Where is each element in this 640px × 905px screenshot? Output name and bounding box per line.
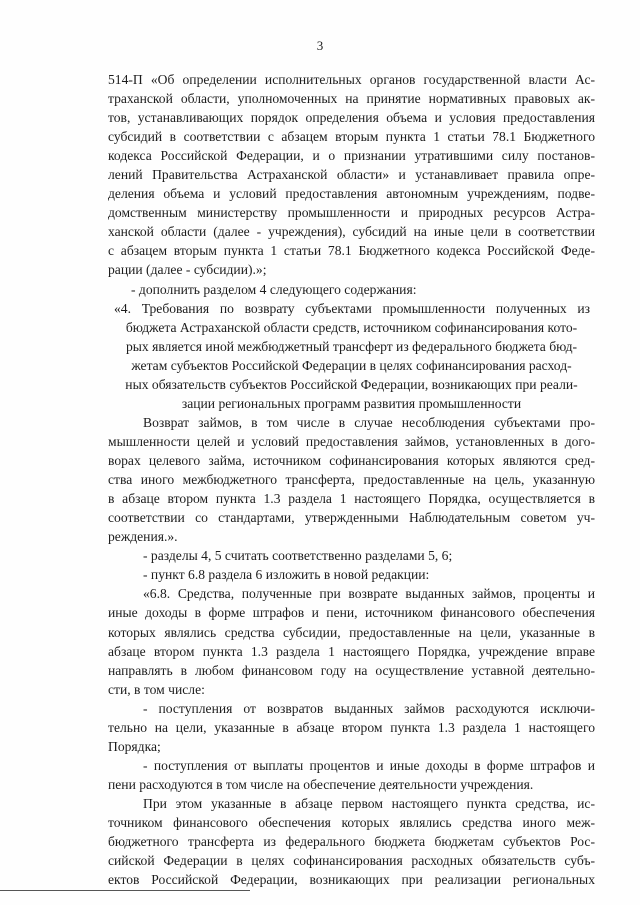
text-line: ных обязательств субъектов Российской Федерации, возникающих при реали- [125,376,578,392]
text-line: иные доходы в форме штрафов и пени, источником финансового обеспечения [108,605,595,621]
page-number: 3 [316,38,324,53]
text-line: жетам субъектов Российской Федерации в целях софинансирования расход- [131,357,572,373]
text-line: бюджетного трансферта из федерального бюджета бюджетам субъектов Рос- [108,834,595,850]
text-line: ектов Российской Федерации, возникающих при реализации региональных [108,872,595,888]
text-line: «6.8. Средства, полученные при возврате выданных займов, проценты и [143,586,595,602]
text-line: кодекса Российской Федерации, и о признании утратившими силу постанов- [108,148,595,164]
text-line: ворах целевого займа, источником софинансирования которых являются сред- [108,453,595,469]
text-line: тов, устанавливающих порядок определения объема и условия предоставления [108,110,595,126]
text-line: ханской области (далее - учреждения), субсидий на иные цели в соответствии [108,224,595,240]
text-line: рации (далее - субсидии).»; [108,262,267,278]
text-line: ства иного межбюджетного трансферта, предоставленные на цель, указанную [108,472,595,488]
text-line: мышленности целей и условий предоставления займов, установленных в дого- [108,434,595,450]
text-line: абзаце втором пункта 1.3 раздела 1 настоящего Порядка, учреждение вправе [108,643,595,659]
block-return [0,413,640,889]
text-line: точником финансового обеспечения которых являлись средства иного меж- [108,814,595,830]
text-line: «4. Требования по возврату субъектами промышленности полученных из [114,300,590,316]
text-line: сийской Федерации в целях софинансирования расходных обязательств субъ- [108,853,595,869]
text-line: рых является иной межбюджетный трансферт из федерального бюджета бюд- [125,338,578,354]
block-heading [0,299,640,413]
text-line: - поступления от возвратов выданных займов расходуются исключи- [143,700,595,716]
text-line: - поступления от выплаты процентов и иные доходы в форме штрафов и [143,757,595,773]
text-line: деления объема и условий предоставления автономным учреждениям, подве- [108,186,595,202]
text-line: соответствии со стандартами, утвержденными Наблюдательным советом уч- [108,510,595,526]
text-line: - разделы 4, 5 считать соответственно разделами 5, 6; [143,548,453,564]
text-line: которых являлись средства субсидии, предоставленные на цели, указанные в [108,624,595,640]
text-line: 514-П «Об определении исполнительных органов государственной власти Ас- [108,72,595,87]
block-intro [0,70,640,299]
text-line: лений Правительства Астраханской области» и устанавливает правила опре- [108,167,595,183]
text-line: траханской области, уполномоченных на принятие нормативных правовых ак- [108,91,595,107]
text-line: направлять в любом финансовом году на осуществление уставной деятельно- [108,662,595,678]
text-line: субсидий в соответствии с абзацем вторым пункта 1 статьи 78.1 Бюджетного [108,129,595,145]
text-line: - пункт 6.8 раздела 6 изложить в новой редакции: [143,567,430,583]
text-line: сти, в том числе: [108,681,205,697]
text-line: бюджета Астраханской области средств, источником софинансирования кото- [125,319,578,335]
text-line: тельно на цели, указанные в абзаце втором пункта 1.3 раздела 1 настоящего [108,719,595,735]
text-line: - дополнить разделом 4 следующего содержания: [131,281,417,297]
text-line: пени расходуются в том числе на обеспечение деятельности учреждения. [108,776,534,792]
text-line: Возврат займов, в том числе в случае несоблюдения субъектами про- [143,415,595,430]
text-line: Порядка; [108,738,161,754]
text-line: с абзацем вторым пункта 1 статьи 78.1 Бюджетного кодекса Российской Феде- [108,243,595,259]
text-line: При этом указанные в абзаце первом настоящего пункта средства, ис- [143,795,595,811]
text-line: реждения.». [108,529,178,545]
text-line: зации региональных программ развития промышленности [181,395,522,411]
footer-rule [0,890,250,891]
text-line: в абзаце втором пункта 1.3 раздела 1 настоящего Порядка, осуществляется в [108,491,595,507]
text-line: домственным министерству промышленности и природных ресурсов Астра- [108,205,595,221]
